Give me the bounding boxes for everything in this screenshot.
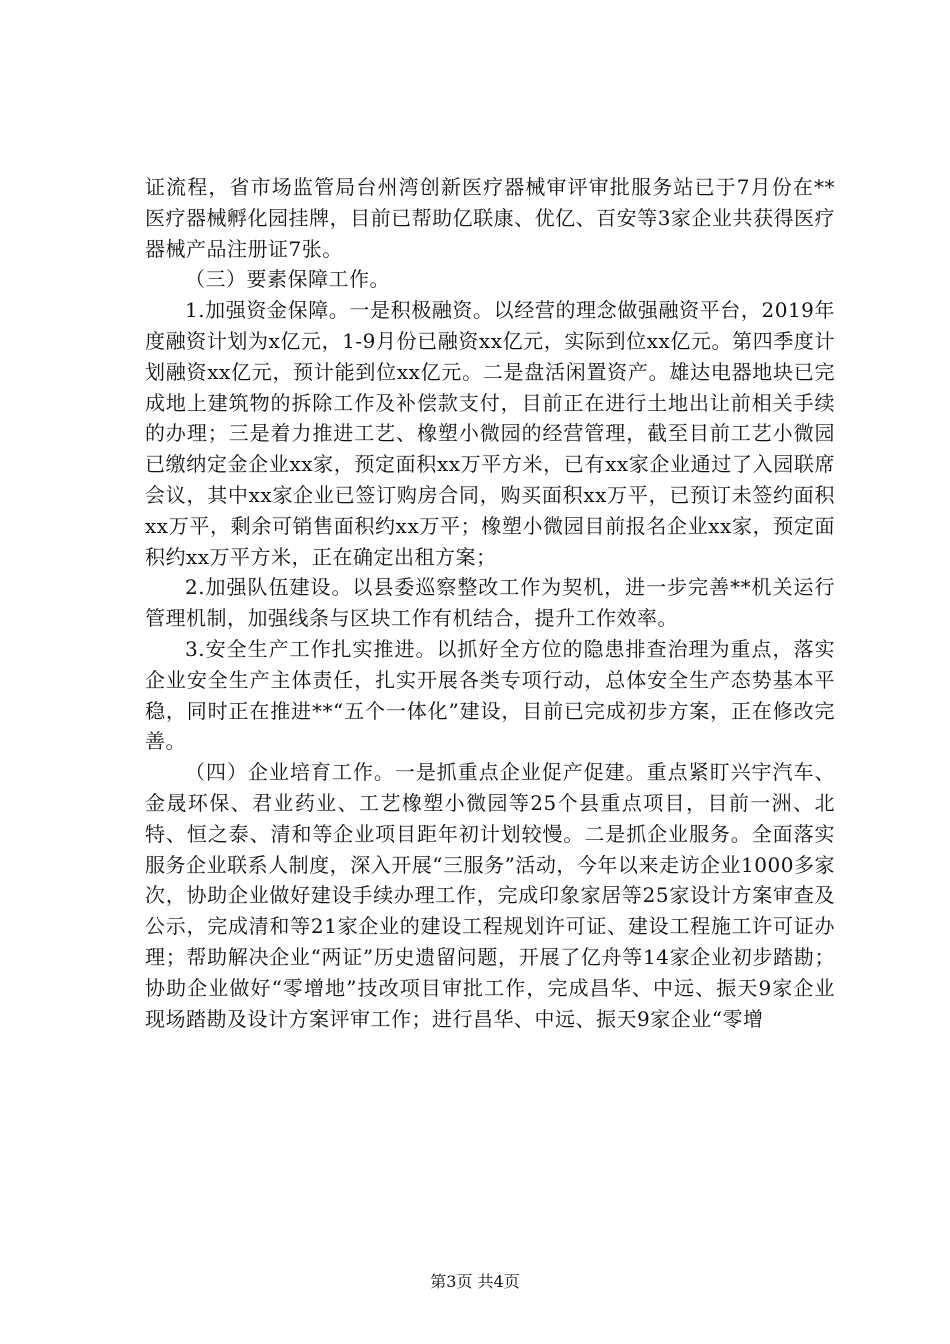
page-footer: 第3页 共4页 xyxy=(430,1272,520,1291)
paragraph-enterprise: （四）企业培育工作。一是抓重点企业促产促建。重点紧盯兴宇汽车、金晟环保、君业药业、工艺橡塑小微园等25个县重点项目，目前一洲、北特、恒之泰、清和等企业项目距年初计划较慢。二是抓企业服务。全面落实服务企业联系人制度，深入开展“三服务”活动，今年以来走访企业1000多家次，协助企业做好建设手续办理工作，完成印象家居等25家设计方案审查及公示，完成清和等21家企业的建设工程规划许可证、建设工程施工许可证办理；帮助解决企业“两证”历史遗留问题，开展了亿舟等14家企业初步踏勘；协助企业做好“零增地”技改项目审批工作，完成昌华、中远、振天9家企业现场踏勘及设计方案评审工作；进行昌华、中远、振天9家企业“零增 xyxy=(145,760,835,1031)
document-body xyxy=(145,172,835,1034)
section-heading-3: （三）要素保障工作。 xyxy=(185,267,390,292)
paragraph-funding: 1.加强资金保障。一是积极融资。以经营的理念做强融资平台，2019年度融资计划为x亿元，1-9月份已融资xx亿元，实际到位xx亿元。第四季度计划融资xx亿元，预计能到位xx亿元。二是盘活闲置资产。雄达电器地块已完成地上建筑物的拆除工作及补偿款支付，目前正在进行土地出让前相关手续的办理；三是着力推进工艺、橡塑小微园的经营管理，截至目前工艺小微园已缴纳定金企业xx家，预定面积xx万平方米，已有xx家企业通过了入园联席会议，其中xx家企业已签订购房合同，购买面积xx万平，已预订未签约面积xx万平，剩余可销售面积约xx万平；橡塑小微园目前报名企业xx家，预定面积约xx万平方米，正在确定出租方案； xyxy=(145,298,835,569)
paragraph-safety: 3.安全生产工作扎实推进。以抓好全方位的隐患排查治理为重点，落实企业安全生产主体责任，扎实开展各类专项行动，总体安全生产态势基本平稳，同时正在推进**“五个一体化”建设，目前已完成初步方案，正在修改完善。 xyxy=(145,636,835,754)
paragraph-team: 2.加强队伍建设。以县委巡察整改工作为契机，进一步完善**机关运行管理机制，加强线条与区块工作有机结合，提升工作效率。 xyxy=(145,575,835,631)
paragraph-continuation: 证流程，省市场监管局台州湾创新医疗器械审评审批服务站已于7月份在**医疗器械孵化园挂牌，目前已帮助亿联康、优亿、百安等3家企业共获得医疗器械产品注册证7张。 xyxy=(145,175,835,261)
